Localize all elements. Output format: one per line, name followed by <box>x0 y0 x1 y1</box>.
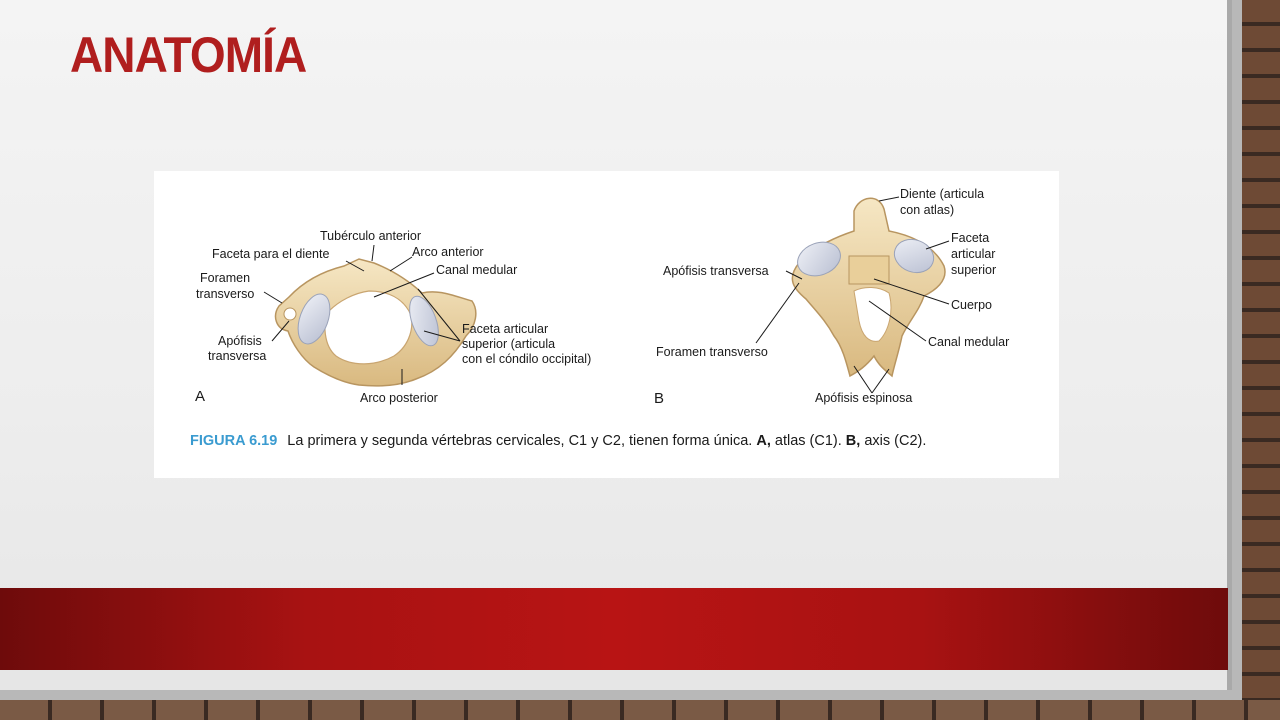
label-faceta-diente: Faceta para el diente <box>212 247 330 261</box>
atlas-bone <box>276 259 476 386</box>
figure-caption <box>190 433 926 449</box>
axis-bone <box>792 198 945 376</box>
caption-bold-a: A, <box>756 433 771 449</box>
label-apofisis-line1: Apófisis <box>218 334 262 348</box>
label-faceta-articular-line1: Faceta articular <box>462 322 549 336</box>
label-foramen-transverso-b: Foramen transverso <box>656 345 768 359</box>
caption-text-3: axis (C2). <box>860 433 927 449</box>
label-cuerpo: Cuerpo <box>951 298 992 312</box>
label-faceta-articular-line3: con el cóndilo occipital) <box>462 352 592 366</box>
brick-wall-bottom <box>0 700 1280 720</box>
label-faceta-articular-line2: superior (articula <box>462 337 556 351</box>
label-arco-posterior: Arco posterior <box>360 391 438 405</box>
label-apofisis-line2: transversa <box>208 349 267 363</box>
caption-text-1: La primera y segunda vértebras cervicales, C1 y C2, tienen forma única. <box>287 433 757 449</box>
label-apofisis-transversa-b: Apófisis transversa <box>663 264 769 278</box>
figure-number: FIGURA 6.19 <box>190 433 278 449</box>
label-foramen-line2: transverso <box>196 287 255 301</box>
label-foramen-line1: Foramen <box>200 271 251 285</box>
label-apofisis-espinosa: Apófisis espinosa <box>815 391 913 405</box>
label-faceta-b-line1: Faceta <box>951 231 990 245</box>
label-tuberculo-anterior: Tubérculo anterior <box>320 229 421 243</box>
label-diente-line1: Diente (articula <box>900 187 985 201</box>
brick-wall-right <box>1242 0 1280 720</box>
label-faceta-b-line2: articular <box>951 247 996 261</box>
label-diente-line2: con atlas) <box>900 203 955 217</box>
panel-a-letter: A <box>195 388 206 405</box>
caption-text-2: atlas (C1). <box>770 433 846 449</box>
label-canal-medular-b: Canal medular <box>928 335 1010 349</box>
panel-b-letter: B <box>654 390 665 407</box>
red-footer-band <box>0 588 1228 670</box>
slide-title: ANATOMÍA <box>70 27 307 83</box>
label-arco-anterior: Arco anterior <box>412 245 484 259</box>
caption-bold-b: B, <box>845 433 861 449</box>
anatomy-figure <box>154 171 1059 478</box>
label-canal-medular-a: Canal medular <box>436 263 518 277</box>
label-faceta-b-line3: superior <box>951 263 997 277</box>
